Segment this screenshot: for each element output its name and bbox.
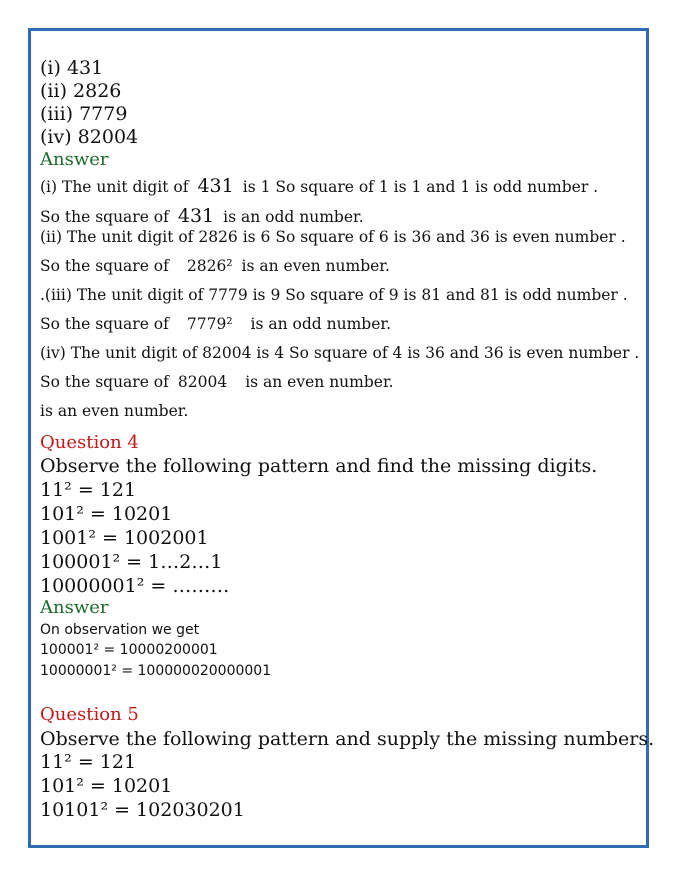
text: is 1 So square of 1 is 1 and 1 is odd number . bbox=[242, 178, 599, 196]
q4-pattern-5: 10000001² = ……… bbox=[40, 575, 230, 597]
q4-pattern-2: 101² = 10201 bbox=[40, 503, 173, 525]
answer-line-7: (iv) The unit digit of 82004 is 4 So square of 4 is 36 and 36 is even number . bbox=[40, 344, 640, 362]
part-iv: (iv) 82004 bbox=[40, 126, 139, 148]
number: 431 bbox=[177, 205, 215, 227]
text: So the square of bbox=[40, 257, 169, 275]
number: 82004 bbox=[177, 373, 228, 391]
answer-line-1 bbox=[40, 176, 598, 198]
question-5-text: Observe the following pattern and supply the missing numbers. bbox=[40, 728, 655, 750]
text: So the square of bbox=[40, 373, 169, 391]
q4-pattern-1: 11² = 121 bbox=[40, 479, 137, 501]
question-5-title: Question 5 bbox=[40, 704, 139, 725]
answer-line-8 bbox=[40, 374, 394, 392]
number: 431 bbox=[197, 175, 234, 197]
q4-pattern-4: 100001² = 1…2…1 bbox=[40, 551, 223, 573]
text: is an even number. bbox=[241, 257, 390, 275]
question-4-title: Question 4 bbox=[40, 432, 139, 453]
part-i: (i) 431 bbox=[40, 57, 104, 79]
q4-answer-line-3: 10000001² = 100000020000001 bbox=[40, 663, 272, 679]
part-iii: (iii) 7779 bbox=[40, 103, 128, 125]
answer-line-2 bbox=[40, 206, 364, 228]
q4-answer-heading: Answer bbox=[40, 597, 109, 618]
answer-line-9: is an even number. bbox=[40, 402, 189, 420]
answer-heading: Answer bbox=[40, 149, 109, 170]
q5-pattern-2: 101² = 10201 bbox=[40, 775, 173, 797]
text: is an even number. bbox=[245, 373, 394, 391]
text: is an odd number. bbox=[250, 315, 392, 333]
answer-line-3: (ii) The unit digit of 2826 is 6 So square of 6 is 36 and 36 is even number . bbox=[40, 228, 626, 246]
number: 7779² bbox=[186, 315, 233, 333]
q5-pattern-1: 11² = 121 bbox=[40, 751, 137, 773]
answer-line-4 bbox=[40, 258, 390, 276]
part-ii: (ii) 2826 bbox=[40, 80, 122, 102]
q4-answer-line-2: 100001² = 10000200001 bbox=[40, 642, 218, 658]
question-4-text: Observe the following pattern and find the missing digits. bbox=[40, 455, 598, 477]
answer-line-5: .(iii) The unit digit of 7779 is 9 So square of 9 is 81 and 81 is odd number . bbox=[40, 286, 628, 304]
number: 2826² bbox=[186, 257, 233, 275]
answer-line-6 bbox=[40, 316, 391, 334]
text: (i) The unit digit of bbox=[40, 178, 189, 196]
text: So the square of bbox=[40, 315, 169, 333]
text: So the square of bbox=[40, 208, 169, 226]
text: is an odd number. bbox=[223, 208, 364, 226]
q4-pattern-3: 1001² = 1002001 bbox=[40, 527, 209, 549]
q5-pattern-3: 10101² = 102030201 bbox=[40, 799, 245, 821]
q4-answer-line-1: On observation we get bbox=[40, 622, 200, 638]
